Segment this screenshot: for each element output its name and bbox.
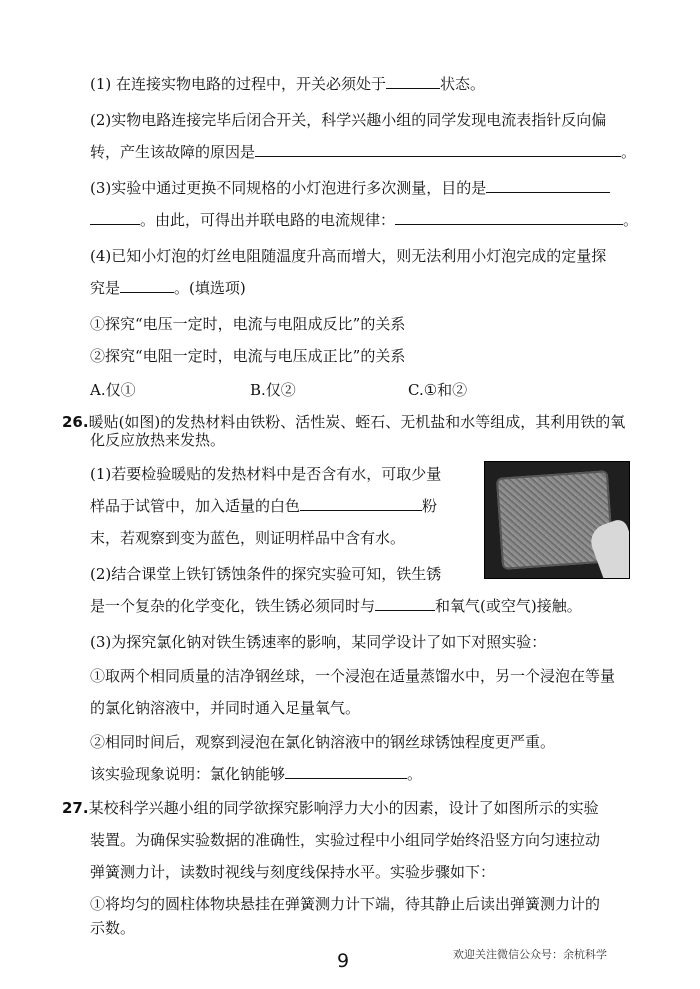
q26-conclusion [90,762,422,786]
q26-part1-line1: (1)若要检验暖贴的发热材料中是否含有水，可取少量 [90,465,442,483]
q26-step1-line2: 的氯化钠溶液中，并同时通入足量氧气。 [90,699,361,717]
q26-part2-suffix: 和氧气(或空气)接触。 [435,597,582,615]
q27-intro-text: 某校科学兴趣小组的同学欲探究影响浮力大小的因素，设计了如图所示的实验 [88,799,599,817]
q25-part1-suffix: 状态。 [440,75,486,93]
q26-conclusion-end: 。 [407,765,423,783]
answer-blank[interactable] [255,141,621,157]
q25-part1 [90,72,485,96]
q25-option-1: ①探究“电压一定时，电流与电阻成反比”的关系 [90,315,406,333]
q25-part2-end: 。 [621,143,637,161]
q27-step1-line1: ①将均匀的圆柱体物块悬挂在弹簧测力计下端，待其静止后读出弹簧测力计的 [90,895,601,913]
q26-conclusion-text: 该实验现象说明：氯化钠能够 [90,765,286,783]
q25-part3-end: 。 [623,211,639,229]
q27-line1 [62,796,599,820]
footer-note: 欢迎关注微信公众号：余杭科学 [453,948,607,961]
q26-step2: ②相同时间后，观察到浸泡在氯化钠溶液中的钢丝球锈蚀程度更严重。 [90,733,556,751]
q26-step1-line1: ①取两个相同质量的洁净钢丝球，一个浸泡在适量蒸馏水中，另一个浸泡在等量 [90,667,616,685]
q25-part4-suffix: 。(填选项) [174,279,246,297]
q26-part3-line1: (3)为探究氯化钠对铁生锈速率的影响，某同学设计了如下对照实验： [90,633,547,651]
answer-blank[interactable] [285,763,407,779]
q25-part3-line2 [90,208,638,232]
q25-part4-text: 究是 [90,279,121,297]
q26-part1-line2 [90,494,437,518]
q25-part2-line1: (2)实物电路连接完毕后闭合开关，科学兴趣小组的同学发现电流表指针反向偏 [90,111,607,129]
q25-choice-c: C.①和② [408,381,468,399]
q25-part4-line2 [90,276,246,300]
q26-part1-text: 样品于试管中，加入适量的白色 [90,497,301,515]
q26-part1-suffix: 粉 [422,497,438,515]
q25-part2-text: 转，产生该故障的原因是 [90,143,256,161]
q25-choice-a: A.仅① [90,381,136,399]
question-number: 26. [62,413,89,431]
q25-option-2: ②探究“电阻一定时，电流与电压成正比”的关系 [90,347,406,365]
q26-part2-text: 是一个复杂的化学变化，铁生锈必须同时与 [90,597,376,615]
q27-line2: 装置。为确保实验数据的准确性，实验过程中小组同学始终沿竖方向匀速拉动 [90,831,601,849]
q25-part1-text: (1) 在连接实物电路的过程中，开关必须处于 [90,75,387,93]
answer-blank[interactable] [90,209,140,225]
answer-blank[interactable] [395,209,623,225]
q25-part4-line1: (4)已知小灯泡的灯丝电阻随温度升高而增大，则无法利用小灯泡完成的定量探 [90,247,607,265]
answer-blank[interactable] [300,495,422,511]
q25-part3-text: (3)实验中通过更换不同规格的小灯泡进行多次测量，目的是 [90,179,487,197]
answer-blank[interactable] [486,177,610,193]
question-number: 27. [62,799,89,817]
q26-part2-line1: (2)结合课堂上铁钉锈蚀条件的探究实验可知，铁生锈 [90,565,442,583]
answer-blank[interactable] [120,277,174,293]
q25-part3-rule-text: 。由此，可得出并联电路的电流规律： [140,211,396,229]
page-number: 9 [337,950,350,972]
q25-part2-line2 [90,140,636,164]
answer-blank[interactable] [375,595,435,611]
q26-part1-line3: 末，若观察到变为蓝色，则证明样品中含有水。 [90,529,406,547]
q25-choice-b: B.仅② [250,381,296,399]
q26-intro-line2: 化反应放热来发热。 [90,431,226,449]
answer-blank[interactable] [386,73,440,89]
q25-part3-line1 [90,176,610,200]
q26-part2-line2 [90,594,582,618]
q27-step1-line2: 示数。 [90,919,136,937]
q27-line3: 弹簧测力计，读数时视线与刻度线保持水平。实验步骤如下： [90,863,496,881]
hand-warmer-photo [484,461,630,579]
q26-intro-text: 暖贴(如图)的发热材料由铁粉、活性炭、蛭石、无机盐和水等组成，其利用铁的氧 [88,413,626,431]
